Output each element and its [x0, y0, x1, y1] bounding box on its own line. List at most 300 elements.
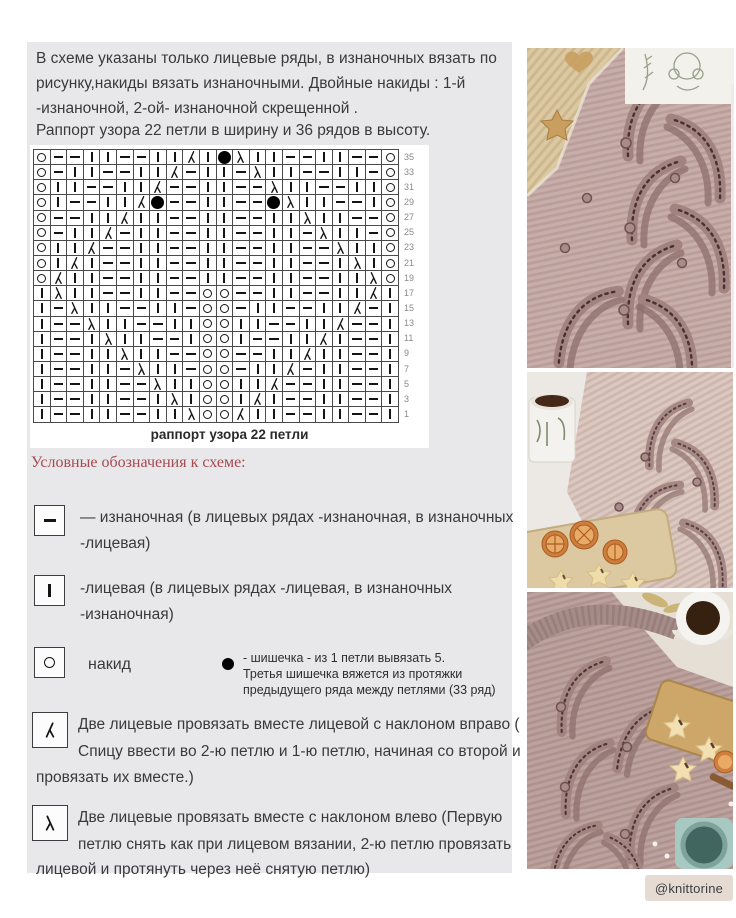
knit-icon	[107, 152, 109, 162]
k2tog-left-icon	[235, 151, 246, 163]
chart-cell	[250, 407, 267, 422]
chart-cell	[333, 301, 350, 316]
photo-sweater	[527, 592, 733, 869]
chart-cell	[300, 211, 317, 226]
k2tog-right-icon	[235, 408, 246, 420]
chart-cell	[266, 407, 283, 422]
purl-icon	[120, 171, 130, 173]
yarn-over-icon	[37, 168, 46, 177]
knit-icon	[389, 334, 391, 344]
chart-cell	[34, 241, 51, 256]
chart-cell	[266, 317, 283, 332]
purl-icon	[236, 277, 246, 279]
purl-icon	[170, 232, 180, 234]
chart-cell	[117, 195, 134, 210]
purl-icon	[186, 307, 196, 309]
purl-icon	[369, 171, 379, 173]
chart-cell	[117, 407, 134, 422]
chart-cell	[233, 377, 250, 392]
chart-cell	[266, 377, 283, 392]
knit-icon	[290, 349, 292, 359]
knit-icon	[323, 409, 325, 419]
chart-cell	[183, 180, 200, 195]
yarn-over-icon	[37, 228, 46, 237]
purl-icon	[70, 217, 80, 219]
chart-cell	[117, 317, 134, 332]
purl-icon	[236, 232, 246, 234]
chart-cell	[183, 301, 200, 316]
knit-icon	[323, 364, 325, 374]
purl-icon	[236, 171, 246, 173]
knit-icon	[290, 182, 292, 192]
chart-cell	[167, 241, 184, 256]
chart-cell	[300, 317, 317, 332]
chart-cell	[134, 165, 151, 180]
chart-row-number: 27	[404, 212, 415, 223]
yarn-over-icon	[203, 304, 212, 313]
purl-icon	[253, 292, 263, 294]
chart-cell	[34, 226, 51, 241]
chart-cell	[283, 301, 300, 316]
k2tog-right-icon	[103, 227, 114, 239]
chart-cell	[34, 377, 51, 392]
chart-cell	[150, 347, 167, 362]
legend-line: Спицу ввести во 2-ю петлю и 1-ю петлю, начиная со второй и	[78, 743, 521, 760]
chart-cell	[100, 271, 117, 286]
knitting-chart	[30, 145, 429, 448]
knit-icon	[290, 167, 292, 177]
chart-row-number: 33	[404, 166, 415, 177]
chart-row-number: 21	[404, 257, 415, 268]
chart-cell	[100, 241, 117, 256]
purl-icon	[120, 262, 130, 264]
chart-cell	[150, 362, 167, 377]
knit-icon	[207, 197, 209, 207]
knit-icon	[389, 409, 391, 419]
legend-line: Две лицевые провязать вместе лицевой с наклоном вправо (	[78, 716, 520, 733]
knit-icon	[207, 243, 209, 253]
k2tog-right-icon	[119, 212, 130, 224]
chart-caption: раппорт узора 22 петли	[150, 427, 309, 442]
chart-cell	[183, 150, 200, 165]
chart-cell	[67, 392, 84, 407]
purl-icon	[319, 292, 329, 294]
chart-cell	[366, 301, 383, 316]
chart-cell	[34, 392, 51, 407]
chart-cell	[200, 377, 217, 392]
chart-cell	[366, 256, 383, 271]
knit-icon	[356, 288, 358, 298]
purl-icon	[253, 217, 263, 219]
chart-cell	[67, 377, 84, 392]
chart-cell	[283, 347, 300, 362]
chart-cell	[266, 180, 283, 195]
purl-icon	[352, 156, 362, 158]
chart-cell	[233, 301, 250, 316]
yarn-over-icon	[386, 213, 395, 222]
chart-cell	[51, 271, 68, 286]
chart-cell	[183, 286, 200, 301]
knit-icon	[174, 379, 176, 389]
chart-cell	[100, 377, 117, 392]
chart-row-number: 1	[404, 408, 410, 419]
chart-cell	[316, 317, 333, 332]
knit-icon	[389, 288, 391, 298]
purl-icon	[120, 398, 130, 400]
knit-icon	[323, 349, 325, 359]
chart-cell	[266, 392, 283, 407]
chart-cell	[117, 241, 134, 256]
k2tog-left-icon	[53, 287, 64, 299]
chart-cell	[134, 256, 151, 271]
chart-cell	[333, 362, 350, 377]
purl-icon	[153, 323, 163, 325]
purl-icon	[319, 277, 329, 279]
purl-icon	[303, 292, 313, 294]
knit-icon	[223, 228, 225, 238]
purl-icon	[286, 323, 296, 325]
chart-cell	[167, 377, 184, 392]
yarn-over-icon	[386, 243, 395, 252]
chart-cell	[134, 392, 151, 407]
chart-cell	[67, 195, 84, 210]
chart-cell	[100, 180, 117, 195]
yarn-over-icon	[386, 153, 395, 162]
chart-cell	[183, 241, 200, 256]
purl-icon	[120, 307, 130, 309]
chart-cell	[200, 286, 217, 301]
chart-cell	[84, 362, 101, 377]
knit-icon	[157, 213, 159, 223]
k2tog-right-icon	[86, 242, 97, 254]
chart-cell	[217, 165, 234, 180]
yarn-over-icon	[44, 657, 55, 668]
chart-cell	[366, 271, 383, 286]
knit-icon	[240, 319, 242, 329]
chart-cell	[316, 332, 333, 347]
k2tog-right-icon	[335, 318, 346, 330]
chart-cell	[183, 347, 200, 362]
knit-icon	[240, 379, 242, 389]
chart-cell	[300, 301, 317, 316]
purl-icon	[54, 353, 64, 355]
chart-cell	[67, 180, 84, 195]
chart-cell	[283, 256, 300, 271]
k2tog-right-icon	[318, 333, 329, 345]
knit-icon	[339, 394, 341, 404]
knit-icon	[41, 319, 43, 329]
chart-cell	[84, 241, 101, 256]
legend-title: Условные обозначения к схеме:	[31, 454, 246, 471]
chart-cell	[117, 377, 134, 392]
chart-cell	[366, 347, 383, 362]
chart-cell	[333, 377, 350, 392]
yarn-over-icon	[386, 274, 395, 283]
purl-icon	[120, 156, 130, 158]
knit-icon	[290, 228, 292, 238]
yarn-over-icon	[37, 213, 46, 222]
chart-cell	[34, 211, 51, 226]
chart-cell	[34, 362, 51, 377]
yarn-over-icon	[220, 319, 229, 328]
knit-icon	[339, 334, 341, 344]
knit-icon	[91, 409, 93, 419]
knit-icon	[140, 258, 142, 268]
purl-icon	[137, 383, 147, 385]
chart-cell	[233, 317, 250, 332]
chart-cell	[34, 180, 51, 195]
knit-icon	[91, 334, 93, 344]
chart-cell	[51, 347, 68, 362]
chart-cell	[300, 226, 317, 241]
knit-icon	[107, 394, 109, 404]
k2tog-right-icon	[186, 151, 197, 163]
chart-cell	[34, 407, 51, 422]
chart-cell	[382, 407, 399, 422]
chart-cell	[134, 211, 151, 226]
knit-icon	[223, 213, 225, 223]
chart-cell	[167, 211, 184, 226]
chart-cell	[382, 392, 399, 407]
purl-icon	[186, 171, 196, 173]
knit-icon	[323, 394, 325, 404]
purl-icon	[369, 156, 379, 158]
knit-icon	[339, 228, 341, 238]
chart-cell	[300, 362, 317, 377]
knit-icon	[57, 197, 59, 207]
legend-line: накид	[88, 656, 132, 673]
purl-icon	[352, 368, 362, 370]
chart-cell	[117, 256, 134, 271]
chart-cell	[349, 347, 366, 362]
yarn-over-icon	[203, 365, 212, 374]
knit-icon	[124, 334, 126, 344]
chart-cell	[349, 180, 366, 195]
purl-icon	[54, 413, 64, 415]
chart-cell	[233, 347, 250, 362]
chart-cell	[283, 286, 300, 301]
purl-icon	[303, 232, 313, 234]
knit-icon	[74, 273, 76, 283]
chart-cell	[333, 271, 350, 286]
purl-icon	[54, 383, 64, 385]
k2tog-right-icon	[53, 272, 64, 284]
chart-cell	[333, 241, 350, 256]
chart-cell	[183, 271, 200, 286]
chart-cell	[217, 392, 234, 407]
purl-icon	[54, 217, 64, 219]
knit-icon	[207, 152, 209, 162]
chart-cell	[250, 301, 267, 316]
knit-icon	[223, 182, 225, 192]
purl-icon	[369, 398, 379, 400]
purl-icon	[352, 323, 362, 325]
chart-cell	[250, 362, 267, 377]
knit-icon	[306, 197, 308, 207]
knit-icon	[91, 349, 93, 359]
chart-cell	[382, 195, 399, 210]
chart-cell	[117, 271, 134, 286]
chart-cell	[84, 180, 101, 195]
knit-icon	[373, 182, 375, 192]
knit-icon	[157, 152, 159, 162]
chart-cell	[333, 332, 350, 347]
purl-icon	[286, 307, 296, 309]
knit-icon	[339, 213, 341, 223]
chart-cell	[283, 377, 300, 392]
purl-icon	[54, 338, 64, 340]
purl-icon	[319, 186, 329, 188]
photo-knit-closeup	[527, 48, 734, 368]
knit-icon	[157, 258, 159, 268]
purl-icon	[186, 277, 196, 279]
chart-cell	[217, 226, 234, 241]
chart-cell	[217, 211, 234, 226]
chart-cell	[217, 150, 234, 165]
chart-cell	[217, 241, 234, 256]
purl-icon	[352, 338, 362, 340]
knit-icon	[389, 379, 391, 389]
author-badge: @knittorine	[645, 875, 733, 901]
chart-cell	[167, 317, 184, 332]
purl-icon	[352, 217, 362, 219]
purl-icon	[70, 413, 80, 415]
knit-icon	[389, 349, 391, 359]
chart-cell	[349, 241, 366, 256]
chart-cell	[134, 286, 151, 301]
chart-cell	[366, 165, 383, 180]
knit-icon	[257, 152, 259, 162]
chart-cell	[300, 150, 317, 165]
k2tog-left-icon	[352, 257, 363, 269]
knit-icon	[91, 288, 93, 298]
knit-icon	[339, 349, 341, 359]
chart-cell	[84, 347, 101, 362]
purl-icon	[186, 232, 196, 234]
chart-cell	[300, 407, 317, 422]
chart-cell	[34, 150, 51, 165]
yarn-over-icon	[37, 243, 46, 252]
purl-icon	[253, 232, 263, 234]
chart-cell	[300, 332, 317, 347]
chart-cell	[100, 362, 117, 377]
chart-cell	[266, 271, 283, 286]
knit-icon	[91, 228, 93, 238]
chart-cell	[366, 150, 383, 165]
knit-icon	[140, 213, 142, 223]
chart-cell	[382, 256, 399, 271]
k2tog-left-icon	[318, 227, 329, 239]
chart-cell	[100, 195, 117, 210]
knit-icon	[223, 167, 225, 177]
knit-icon	[140, 243, 142, 253]
chart-cell	[183, 165, 200, 180]
chart-cell	[382, 271, 399, 286]
yarn-over-icon	[386, 259, 395, 268]
chart-cell	[134, 150, 151, 165]
chart-row-number: 11	[404, 333, 414, 344]
chart-cell	[300, 195, 317, 210]
knit-icon	[273, 409, 275, 419]
chart-cell	[84, 407, 101, 422]
chart-cell	[84, 286, 101, 301]
knit-icon	[124, 197, 126, 207]
chart-row-number: 25	[404, 227, 415, 238]
chart-cell	[366, 195, 383, 210]
purl-icon	[253, 338, 263, 340]
chart-row-number: 9	[404, 348, 410, 359]
chart-cell	[167, 150, 184, 165]
purl-icon	[170, 292, 180, 294]
purl-icon	[120, 292, 130, 294]
purl-icon	[70, 323, 80, 325]
chart-row-number: 35	[404, 151, 415, 162]
chart-cell	[316, 256, 333, 271]
chart-cell	[316, 301, 333, 316]
k2tog-left-icon	[103, 333, 114, 345]
purl-icon	[186, 368, 196, 370]
chart-cell	[167, 286, 184, 301]
knit-icon	[207, 228, 209, 238]
chart-cell	[134, 362, 151, 377]
chart-cell	[100, 317, 117, 332]
chart-cell	[117, 226, 134, 241]
purl-icon	[352, 353, 362, 355]
purl-icon	[186, 247, 196, 249]
chart-cell	[349, 150, 366, 165]
knit-icon	[323, 379, 325, 389]
knit-icon	[91, 379, 93, 389]
chart-cell	[316, 407, 333, 422]
yarn-over-icon	[37, 259, 46, 268]
bobble-note-line: предыдущего ряда между петлями (33 ряд)	[243, 683, 496, 697]
knit-icon	[207, 273, 209, 283]
knit-icon	[240, 394, 242, 404]
chart-row-number: 5	[404, 378, 410, 389]
purl-icon	[70, 398, 80, 400]
knit-icon	[74, 228, 76, 238]
purl-icon	[54, 368, 64, 370]
knit-icon	[207, 167, 209, 177]
purl-icon	[54, 307, 64, 309]
chart-cell	[382, 377, 399, 392]
chart-cell	[382, 150, 399, 165]
chart-cell	[250, 256, 267, 271]
chart-cell	[217, 377, 234, 392]
chart-cell	[300, 392, 317, 407]
chart-cell	[217, 301, 234, 316]
purl-icon	[369, 217, 379, 219]
knit-icon	[157, 228, 159, 238]
knit-icon	[273, 303, 275, 313]
knit-icon	[389, 364, 391, 374]
chart-cell	[84, 332, 101, 347]
chart-cell	[51, 377, 68, 392]
chart-cell	[134, 271, 151, 286]
chart-cell	[200, 256, 217, 271]
chart-cell	[300, 271, 317, 286]
knit-icon	[273, 364, 275, 374]
knit-icon	[290, 288, 292, 298]
knit-icon	[157, 167, 159, 177]
knit-icon	[273, 228, 275, 238]
chart-cell	[183, 195, 200, 210]
knit-icon	[107, 364, 109, 374]
chart-cell	[117, 332, 134, 347]
knit-icon	[273, 394, 275, 404]
chart-cell	[100, 226, 117, 241]
chart-cell	[266, 226, 283, 241]
